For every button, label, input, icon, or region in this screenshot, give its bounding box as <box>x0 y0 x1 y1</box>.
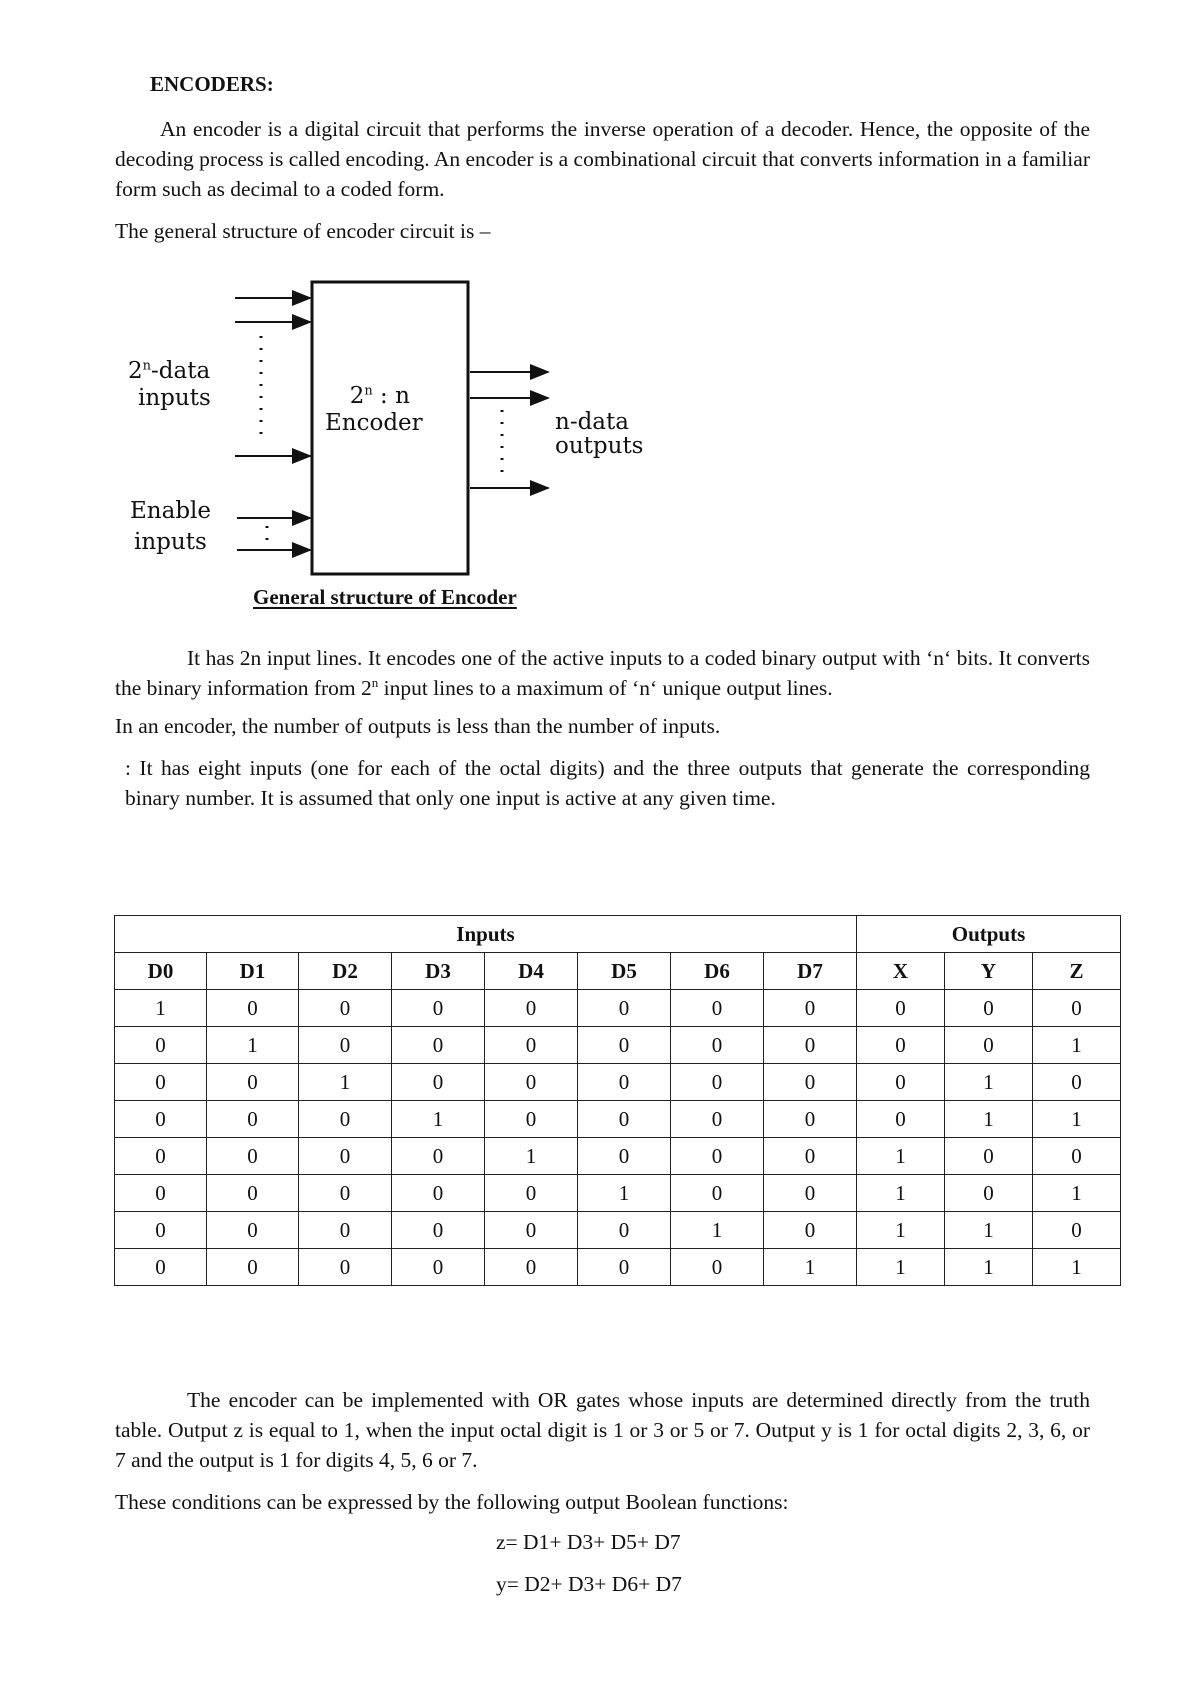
table-cell: 0 <box>485 1212 578 1249</box>
table-cell: 0 <box>485 1027 578 1064</box>
column-header: X <box>857 953 945 990</box>
table-cell: 0 <box>578 1249 671 1286</box>
table-cell: 0 <box>857 1101 945 1138</box>
table-cell: 0 <box>857 1064 945 1101</box>
table-cell: 0 <box>671 1027 764 1064</box>
table-cell: 0 <box>299 990 392 1027</box>
table-cell: 0 <box>485 1101 578 1138</box>
table-cell: 0 <box>115 1064 207 1101</box>
structure-intro: The general structure of encoder circuit is – <box>115 219 491 243</box>
table-cell: 0 <box>299 1101 392 1138</box>
table-cell: 0 <box>764 1212 857 1249</box>
table-cell: 0 <box>115 1175 207 1212</box>
table-row <box>115 1027 1121 1064</box>
table-cell: 0 <box>1033 990 1121 1027</box>
inputs-group-header: Inputs <box>115 916 857 953</box>
table-row <box>115 1101 1121 1138</box>
table-cell: 0 <box>578 1027 671 1064</box>
table-row <box>115 990 1121 1027</box>
table-cell: 0 <box>299 1212 392 1249</box>
equation-y: y= D2+ D3+ D6+ D7 <box>496 1572 682 1596</box>
column-header: D1 <box>207 953 299 990</box>
column-header: D6 <box>671 953 764 990</box>
table-cell: 0 <box>671 1138 764 1175</box>
table-cell: 1 <box>857 1212 945 1249</box>
table-cell: 1 <box>299 1064 392 1101</box>
table-cell: 0 <box>671 1101 764 1138</box>
table-cell: 0 <box>764 1138 857 1175</box>
column-header: D3 <box>392 953 485 990</box>
table-cell: 0 <box>485 1249 578 1286</box>
table-cell: 1 <box>857 1175 945 1212</box>
table-cell: 1 <box>857 1249 945 1286</box>
table-cell: 1 <box>392 1101 485 1138</box>
table-cell: 0 <box>945 1027 1033 1064</box>
table-cell: 0 <box>485 990 578 1027</box>
encoder-box-label: 2$^n$ : n Encoder <box>325 383 423 436</box>
table-cell: 1 <box>1033 1101 1121 1138</box>
table-cell: 1 <box>578 1175 671 1212</box>
table-cell: 0 <box>392 1249 485 1286</box>
column-header: Z <box>1033 953 1121 990</box>
encoder-block-diagram <box>115 260 675 620</box>
table-cell: 0 <box>764 1027 857 1064</box>
table-cell: 0 <box>485 1175 578 1212</box>
enable-inputs-label: Enable inputs <box>130 498 212 555</box>
table-cell: 0 <box>392 1027 485 1064</box>
table-cell: 0 <box>299 1027 392 1064</box>
table-row <box>115 1064 1121 1101</box>
table-cell: 1 <box>945 1064 1033 1101</box>
outputs-paragraph: In an encoder, the number of outputs is less than the number of inputs. <box>115 714 721 738</box>
column-header: D0 <box>115 953 207 990</box>
section-heading: ENCODERS: <box>150 72 274 96</box>
table-cell: 1 <box>485 1138 578 1175</box>
table-cell: 0 <box>207 1249 299 1286</box>
table-cell: 0 <box>207 1101 299 1138</box>
table-cell: 0 <box>578 1212 671 1249</box>
table-cell: 0 <box>207 1175 299 1212</box>
table-cell: 0 <box>945 1175 1033 1212</box>
table-cell: 0 <box>392 1138 485 1175</box>
table-cell: 1 <box>1033 1027 1121 1064</box>
table-cell: 1 <box>1033 1175 1121 1212</box>
table-column-header-row <box>115 953 1121 990</box>
table-cell: 0 <box>115 1101 207 1138</box>
column-header: D4 <box>485 953 578 990</box>
table-cell: 0 <box>857 990 945 1027</box>
table-cell: 0 <box>578 1064 671 1101</box>
table-cell: 0 <box>578 1101 671 1138</box>
table-cell: 0 <box>857 1027 945 1064</box>
table-cell: 0 <box>392 1175 485 1212</box>
table-cell: 0 <box>671 1064 764 1101</box>
column-header: D7 <box>764 953 857 990</box>
column-header: Y <box>945 953 1033 990</box>
table-cell: 1 <box>764 1249 857 1286</box>
table-row <box>115 1249 1121 1286</box>
table-cell: 0 <box>764 1175 857 1212</box>
table-cell: 0 <box>1033 1064 1121 1101</box>
table-cell: 0 <box>671 990 764 1027</box>
intro-paragraph: An encoder is a digital circuit that performs the inverse operation of a decoder. Hence, the opposite of the decoding process is called encoding. An encoder is a combinational circuit that converts information in a familiar form such as decimal to a coded form. <box>115 117 1090 201</box>
table-cell: 0 <box>207 1212 299 1249</box>
table-cell: 0 <box>299 1138 392 1175</box>
or-gates-paragraph: The encoder can be implemented with OR gates whose inputs are determined directly from the truth table. Output z is equal to 1, when the input octal digit is 1 or 3 or 5 or 7. Output y is 1 for octal digits 2, 3, 6, or 7 and the output is 1 for digits 4, 5, 6 or 7. <box>115 1388 1090 1472</box>
table-cell: 0 <box>207 1138 299 1175</box>
table-cell: 0 <box>115 1249 207 1286</box>
truth-table-body <box>115 990 1121 1286</box>
table-cell: 0 <box>578 1138 671 1175</box>
table-row <box>115 1212 1121 1249</box>
table-cell: 0 <box>671 1249 764 1286</box>
table-cell: 1 <box>857 1138 945 1175</box>
equation-z: z= D1+ D3+ D5+ D7 <box>496 1530 681 1554</box>
table-cell: 1 <box>945 1212 1033 1249</box>
table-cell: 0 <box>115 1212 207 1249</box>
table-row <box>115 1175 1121 1212</box>
table-cell: 0 <box>671 1175 764 1212</box>
table-cell: 1 <box>671 1212 764 1249</box>
table-cell: 1 <box>945 1101 1033 1138</box>
diagram-caption: General structure of Encoder <box>253 585 517 609</box>
table-cell: 0 <box>1033 1212 1121 1249</box>
outputs-label: n-data outputs <box>555 409 644 459</box>
table-cell: 0 <box>945 1138 1033 1175</box>
table-cell: 0 <box>1033 1138 1121 1175</box>
octal-encoder-paragraph: : It has eight inputs (one for each of the octal digits) and the three outputs that generate the corresponding binary number. It is assumed that only one input is active at any given time. <box>125 756 1090 810</box>
table-cell: 0 <box>764 990 857 1027</box>
input-lines-paragraph: It has 2n input lines. It encodes one of the active inputs to a coded binary output with ‘n‘ bits. It converts the binary information from 2$^n$ input lines to a maximum of ‘n‘ unique output lines. <box>115 646 1090 700</box>
boolean-functions-intro: These conditions can be expressed by the following output Boolean functions: <box>115 1490 789 1514</box>
table-cell: 0 <box>392 990 485 1027</box>
truth-table <box>114 915 1121 1286</box>
table-cell: 1 <box>1033 1249 1121 1286</box>
table-cell: 0 <box>207 990 299 1027</box>
table-cell: 0 <box>578 990 671 1027</box>
table-row <box>115 1138 1121 1175</box>
table-cell: 0 <box>392 1212 485 1249</box>
table-group-header-row <box>115 916 1121 953</box>
data-inputs-label: 2$^n$-data inputs <box>128 358 211 411</box>
table-cell: 1 <box>207 1027 299 1064</box>
table-cell: 0 <box>392 1064 485 1101</box>
table-cell: 0 <box>299 1175 392 1212</box>
table-cell: 0 <box>764 1064 857 1101</box>
column-header: D2 <box>299 953 392 990</box>
table-cell: 0 <box>945 990 1033 1027</box>
table-cell: 1 <box>115 990 207 1027</box>
column-header: D5 <box>578 953 671 990</box>
table-cell: 0 <box>115 1138 207 1175</box>
table-cell: 0 <box>207 1064 299 1101</box>
table-cell: 0 <box>764 1101 857 1138</box>
table-cell: 1 <box>945 1249 1033 1286</box>
table-cell: 0 <box>115 1027 207 1064</box>
table-cell: 0 <box>299 1249 392 1286</box>
outputs-group-header: Outputs <box>857 916 1121 953</box>
table-cell: 0 <box>485 1064 578 1101</box>
